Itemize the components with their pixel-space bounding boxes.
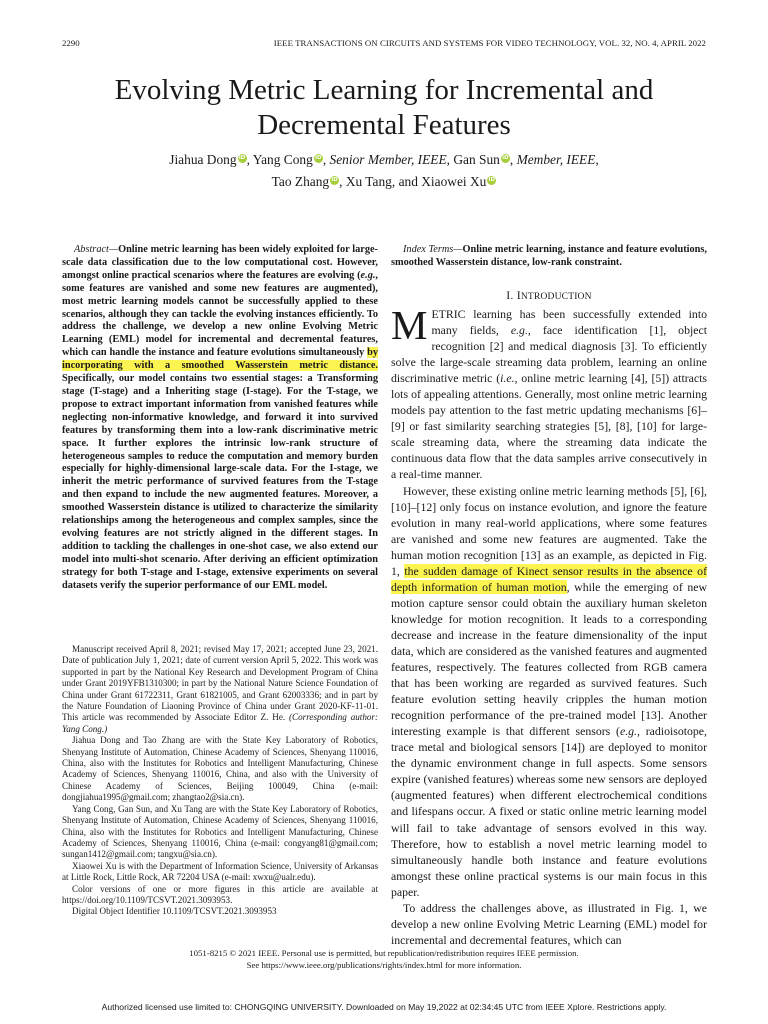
- abstract-lead: Abstract—: [74, 244, 119, 255]
- index-terms: Index Terms—Online metric learning, instance and feature evolutions, smoothed Wasserstein distance, low-rank constraint.: [391, 244, 707, 268]
- orcid-icon[interactable]: iD: [238, 155, 246, 161]
- author-name: Yang Cong: [252, 152, 313, 167]
- author-role: Member, IEEE: [516, 152, 596, 167]
- author-name: Xiaowei Xu: [421, 174, 487, 189]
- author-list: [0, 149, 768, 193]
- highlighted-text: by incorporating with a smoothed Wasserstein metric distance.: [62, 347, 378, 372]
- license-footer: Authorized licensed use limited to: CHONGQING UNIVERSITY. Downloaded on May 19,2022 at 02:34:45 UTC from IEEE Xplore. Restrictions apply.: [101, 1002, 667, 1012]
- title-line-1: Evolving Metric Learning for Incremental and: [114, 74, 654, 106]
- author-role: Senior Member, IEEE: [329, 152, 447, 167]
- copyright-notice: 1051-8215 © 2021 IEEE. Personal use is permitted, but republication/redistribution requires IEEE permission. See https://www.ieee.org/publications/rights/index.html for more information.: [189, 948, 579, 970]
- author-name: Gan Sun: [453, 152, 500, 167]
- footnote-affiliation: Jiahua Dong and Tao Zhang are with the State Key Laboratory of Robotics, Shenyang Institute of Automation, Chinese Academy of Sciences, Shenyang 110016, China, also with the Institutes for Robotics and Intelligent Manufacturing, Chinese Academy of Sciences, Shenyang 110016, China, and also with the University of Chinese Academy of Sciences, Beijing 100049, China (e-mail: dongjiahua1995@gmail.com; zhangtao2@sia.cn).: [62, 735, 378, 803]
- title-line-2: Decremental Features: [257, 109, 511, 141]
- paper-title: [0, 73, 768, 143]
- footnotes: [62, 644, 378, 918]
- paragraph: To address the challenges above, as illustrated in Fig. 1, we develop a new online Evolving Metric Learning (EML) model for incremental and decremental features, which can: [391, 900, 707, 947]
- orcid-icon[interactable]: iD: [331, 177, 338, 183]
- page-number: 2290: [62, 38, 80, 48]
- footnote-manuscript: Manuscript received April 8, 2021; revised May 17, 2021; accepted June 23, 2021. Date of publication July 1, 2021; date of current version April 5, 2022. This work was supported in part by the National Key Research and Development Program of China under Grant 2019YFB1310300; in part by the National Nature Science Foundation of China under Grant 61722311, Grant 61821005, and Grant 62003336; and in part by the Nature Foundation of Liaoning Province of China under Grant 2020-KF-11-01. This article was recommended by Associate Editor Z. He. (Corresponding author: Yang Cong.): [62, 644, 378, 734]
- running-header: IEEE TRANSACTIONS ON CIRCUITS AND SYSTEMS FOR VIDEO TECHNOLOGY, VOL. 32, NO. 4, APRIL 2022: [273, 38, 706, 48]
- paragraph: However, these existing online metric learning methods [5], [6], [10]–[12] only focus on instance evolution, and ignore the feature evolution in many real-world applications, where some features are vanished and some new features are augmented. Take the human motion recognition [13] as an example, as depicted in Fig. 1, the sudden damage of Kinect sensor results in the absence of depth information of human motion, while the emerging of new motion capture sensor could obtain the auxiliary human skeleton knowledge for motion recognition. It leads to a corresponding decrease and increase in the feature dimensionality of the input data, which are considered as the vanished features and augmented features, respectively. The features collected from RGB camera that has been working are regarded as survived features. Such feature evolution setting heavily cripples the human motion recognition performance of the pre-trained model [13]. Another interesting example is that different sensors (e.g., radioisotope, trace metal and biological sensors [14]) are deployed to monitor the dynamic environment change in full aspects. Some sensors expire (vanished features) whereas some new sensors are deployed (augmented features) when different electrochemical conditions and lifespans occur. A fixed or static online metric learning model will fail to take advantage of sensors evolved in this way. Therefore, how to establish a novel metric learning model to simultaneously handle both instance and feature evolutions amongst these online practical systems is our main focus in this paper.: [391, 483, 708, 899]
- footnote-affiliation: Xiaowei Xu is with the Department of Information Science, University of Arkansas at Little Rock, Little Rock, AR 72204 USA (e-mail: xwxu@ualr.edu).: [62, 860, 378, 883]
- orcid-icon[interactable]: iD: [502, 155, 509, 161]
- introduction-body: [391, 302, 708, 948]
- abstract: Abstract—Online metric learning has been widely exploited for large-scale data classification due to the low computational cost. However, amongst online practical scenarios where the features are evolving (e.g., some features are vanished and some new features are augmented), most metric learning models cannot be successfully applied to these scenarios, although they can tackle the evolving instances efficiently. To address the challenge, we develop a new online Evolving Metric Learning (EML) model for incremental and decremental features, which can handle the instance and feature evolutions simultaneously by incorporating with a smoothed Wasserstein metric distance. Specifically, our model contains two essential stages: a Transforming stage (T-stage) and a Inheriting stage (I-stage). For the T-stage, we propose to extract important information from vanished features while neglecting non-informative knowledge, and forward it into survived features by transforming them into a low-rank discriminative metric space. It further explores the intrinsic low-rank structure of heterogeneous samples to reduce the computation and memory burden especially for highly-dimensional large-scale data. For the I-stage, we inherit the metric performance of survived features from the T-stage and then expand to include the new augmented features. Moreover, a smoothed Wasserstein distance is utilized to characterize the similarity relationships among the heterogeneous and complex samples, since the evolving features are not strictly aligned in the different stages. In addition to tackling the challenges in one-shot case, we also extend our model into multi-shot scenario. After deriving an efficient optimization strategy for both T-stage and I-stage, extensive experiments on several datasets verify the superior performance of our EML model.: [62, 244, 378, 591]
- footnote-color-note: Color versions of one or more figures in this article are available at https://doi.org/10.1109/TCSVT.2021.3093953.: [62, 883, 378, 905]
- author-name: Jiahua Dong: [169, 152, 237, 167]
- drop-cap: M: [391, 302, 428, 348]
- author-line-2: Tao Zhang iD, Xu Tang, and Xiaowei Xu iD: [271, 174, 496, 189]
- paragraph: METRIC learning has been successfully extended into many fields, e.g., face identification [1], object recognition [2] and medical diagnosis [3]. To efficiently solve the large-scale streaming data problem, learning an online discriminative metric (i.e., online metric learning [4], [5]) attracts lots of appealing attentions. Generally, most online metric learning models pay attention to the fast metric updating mechanisms [6]–[9] or fast similarity searching strategies [5], [8], [10] for large-scale streaming data, where the streaming data indicate the continuous data flow that the data samples arrive consecutively in a real-time manner.: [391, 302, 707, 482]
- author-line-1: Jiahua Dong iD, Yang Cong iD, Senior Member, IEEE, Gan Sun iD, Member, IEEE,: [169, 152, 599, 167]
- author-name: Xu Tang: [345, 174, 392, 189]
- orcid-icon[interactable]: iD: [488, 177, 496, 183]
- highlighted-text: the sudden damage of Kinect sensor results in the absence of depth information of human motion: [391, 563, 708, 594]
- footnote-doi: Digital Object Identifier 10.1109/TCSVT.2021.3093953: [72, 906, 277, 917]
- footnote-affiliation: Yang Cong, Gan Sun, and Xu Tang are with the State Key Laboratory of Robotics, Shenyang Institute of Automation, Chinese Academy of Sciences, Shenyang 110016, China, also with the Institutes for Robotics and Intelligent Manufacturing, Chinese Academy of Sciences, Shenyang 110016, China (e-mail: congyang81@gmail.com; sungan1412@gmail.com; tangxu@sia.cn).: [62, 803, 378, 860]
- orcid-icon[interactable]: iD: [315, 155, 322, 161]
- author-name: Tao Zhang: [271, 174, 330, 189]
- section-heading: I. INTRODUCTION: [506, 288, 592, 302]
